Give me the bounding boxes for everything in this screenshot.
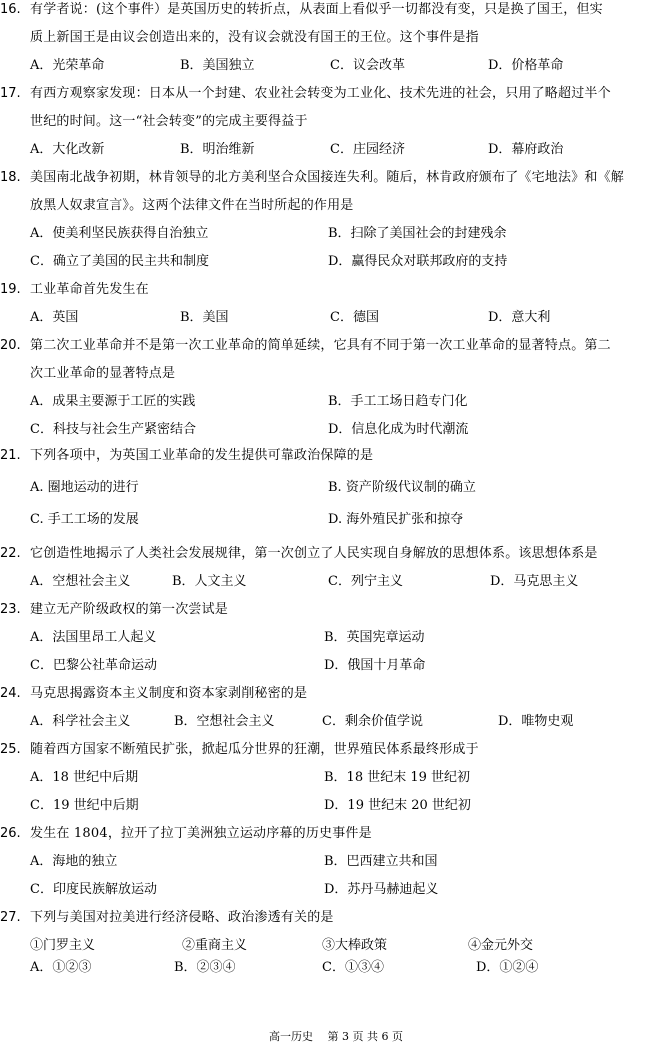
option-b: B．明治维新 (180, 142, 255, 157)
question-stem (30, 280, 670, 308)
options-row (30, 852, 670, 872)
option-a: A．大化改新 (30, 142, 105, 157)
options-row (30, 252, 670, 272)
options-row (30, 420, 670, 440)
statement-item-4: ④金元外交 (468, 938, 534, 953)
option-b: B．美国独立 (180, 58, 255, 73)
option-d: D．19 世纪末 20 世纪初 (324, 798, 471, 813)
option-d: D．信息化成为时代潮流 (328, 422, 469, 437)
option-c: C．19 世纪中后期 (30, 798, 139, 813)
stem-line: 美国南北战争初期，林肯领导的北方美利坚合众国接连失利。随后，林肯政府颁布了《宅地法》和《解 (30, 170, 625, 185)
question-stem (30, 446, 670, 474)
stem-line: 第二次工业革命并不是第一次工业革命的简单延续，它具有不同于第一次工业革命的显著特点。第二 (30, 338, 611, 353)
option-a: A．空想社会主义 (30, 574, 131, 589)
option-c: C．庄园经济 (330, 142, 405, 157)
option-d: D．幕府政治 (488, 142, 564, 157)
options-row (30, 56, 670, 76)
question-stem (30, 600, 670, 628)
stem-line: 它创造性地揭示了人类社会发展规律，第一次创立了人民实现自身解放的思想体系。该思想体系是 (30, 546, 598, 561)
question-number: 25. (0, 742, 21, 757)
option-b: B．人文主义 (172, 574, 247, 589)
question-number: 22. (0, 546, 21, 561)
stem-line: 工业革命首先发生在 (30, 282, 149, 297)
question-stem (30, 0, 670, 56)
option-b: B．英国宪章运动 (324, 630, 425, 645)
option-a: A. 圈地运动的进行 (30, 480, 139, 495)
options-row (30, 712, 670, 732)
options-row (30, 768, 670, 788)
options-row (30, 510, 670, 530)
question-number: 20. (0, 338, 21, 353)
options-row (30, 572, 670, 592)
stem-line: 下列各项中，为英国工业革命的发生提供可靠政治保障的是 (30, 448, 374, 463)
stem-line: 有西方观察家发现：日本从一个封建、农业社会转变为工业化、技术先进的社会，只用了略超过半个 (30, 86, 611, 101)
options-row (30, 224, 670, 244)
question-number: 21. (0, 448, 21, 463)
question-number: 19. (0, 282, 21, 297)
options-row (30, 656, 670, 676)
options-row (30, 628, 670, 648)
option-a: A．光荣革命 (30, 58, 105, 73)
options-row (30, 140, 670, 160)
stem-line: 随着西方国家不断殖民扩张，掀起瓜分世界的狂潮，世界殖民体系最终形成于 (30, 742, 479, 757)
question-number: 27. (0, 910, 21, 925)
statement-items-row (30, 936, 670, 956)
options-row (30, 958, 670, 978)
option-b: B．18 世纪末 19 世纪初 (324, 770, 471, 785)
option-d: D．马克思主义 (490, 574, 579, 589)
option-a: A．18 世纪中后期 (30, 770, 139, 785)
question-number: 23. (0, 602, 21, 617)
statement-item-2: ②重商主义 (182, 938, 248, 953)
option-c: C．剩余价值学说 (322, 714, 423, 729)
question-stem (30, 84, 670, 140)
options-row (30, 308, 670, 328)
option-b: B．扫除了美国社会的封建残余 (328, 226, 507, 241)
stem-line: 发生在 1804，拉开了拉丁美洲独立运动序幕的历史事件是 (30, 826, 372, 841)
options-row (30, 880, 670, 900)
question-number: 18. (0, 170, 21, 185)
question-stem (30, 544, 670, 572)
question-stem (30, 168, 670, 224)
option-b: B．手工工场日趋专门化 (328, 394, 468, 409)
stem-line: 下列与美国对拉美进行经济侵略、政治渗透有关的是 (30, 910, 334, 925)
option-d: D．俄国十月革命 (324, 658, 426, 673)
stem-line: 建立无产阶级政权的第一次尝试是 (30, 602, 229, 617)
option-b: B. 资产阶级代议制的确立 (328, 480, 476, 495)
option-b: B．美国 (180, 310, 229, 325)
option-d: D．赢得民众对联邦政府的支持 (328, 254, 508, 269)
option-d: D．苏丹马赫迪起义 (324, 882, 439, 897)
question-number: 17. (0, 86, 21, 101)
option-a: A．科学社会主义 (30, 714, 131, 729)
option-c: C．印度民族解放运动 (30, 882, 157, 897)
option-c: C．①③④ (322, 960, 384, 975)
option-b: B．空想社会主义 (174, 714, 275, 729)
option-a: A．法国里昂工人起义 (30, 630, 157, 645)
stem-line: 马克思揭露资本主义制度和资本家剥削秘密的是 (30, 686, 308, 701)
options-row (30, 796, 670, 816)
option-c: C．列宁主义 (328, 574, 403, 589)
stem-line: 世纪的时间。这一“社会转变”的完成主要得益于 (30, 114, 308, 129)
option-d: D．唯物史观 (498, 714, 574, 729)
stem-line: 次工业革命的显著特点是 (30, 366, 176, 381)
statement-item-1: ①门罗主义 (30, 938, 96, 953)
option-a: A．海地的独立 (30, 854, 118, 869)
option-c: C．德国 (330, 310, 379, 325)
option-c: C．议会改革 (330, 58, 405, 73)
option-b: B．巴西建立共和国 (324, 854, 438, 869)
question-stem (30, 740, 670, 768)
option-c: C. 手工工场的发展 (30, 512, 139, 527)
options-row (30, 392, 670, 412)
statement-item-3: ③大棒政策 (322, 938, 388, 953)
question-number: 26. (0, 826, 21, 841)
options-row (30, 478, 670, 498)
page-footer: 高一历史 第 3 页 共 6 页 (269, 1030, 403, 1043)
option-d: D. 海外殖民扩张和掠夺 (328, 512, 464, 527)
stem-line: 质上新国王是由议会创造出来的，没有议会就没有国王的王位。这个事件是指 (30, 30, 479, 45)
option-a: A．①②③ (30, 960, 92, 975)
option-a: A．英国 (30, 310, 79, 325)
question-stem (30, 908, 670, 936)
question-stem (30, 684, 670, 712)
stem-line: 有学者说：(这个事件）是英国历史的转折点，从表面上看似乎一切都没有变，只是换了国王，但实 (30, 2, 603, 17)
option-b: B．②③④ (174, 960, 236, 975)
question-stem (30, 824, 670, 852)
question-stem (30, 336, 670, 392)
option-a: A．使美利坚民族获得自治独立 (30, 226, 209, 241)
option-c: C．科技与社会生产紧密结合 (30, 422, 196, 437)
option-d: D．①②④ (476, 960, 539, 975)
option-c: C．巴黎公社革命运动 (30, 658, 157, 673)
option-d: D．价格革命 (488, 58, 564, 73)
question-number: 24. (0, 686, 21, 701)
option-d: D．意大利 (488, 310, 551, 325)
option-a: A．成果主要源于工匠的实践 (30, 394, 196, 409)
stem-line: 放黑人奴隶宣言》。这两个法律文件在当时所起的作用是 (30, 198, 354, 213)
question-number: 16. (0, 2, 21, 17)
option-c: C．确立了美国的民主共和制度 (30, 254, 209, 269)
